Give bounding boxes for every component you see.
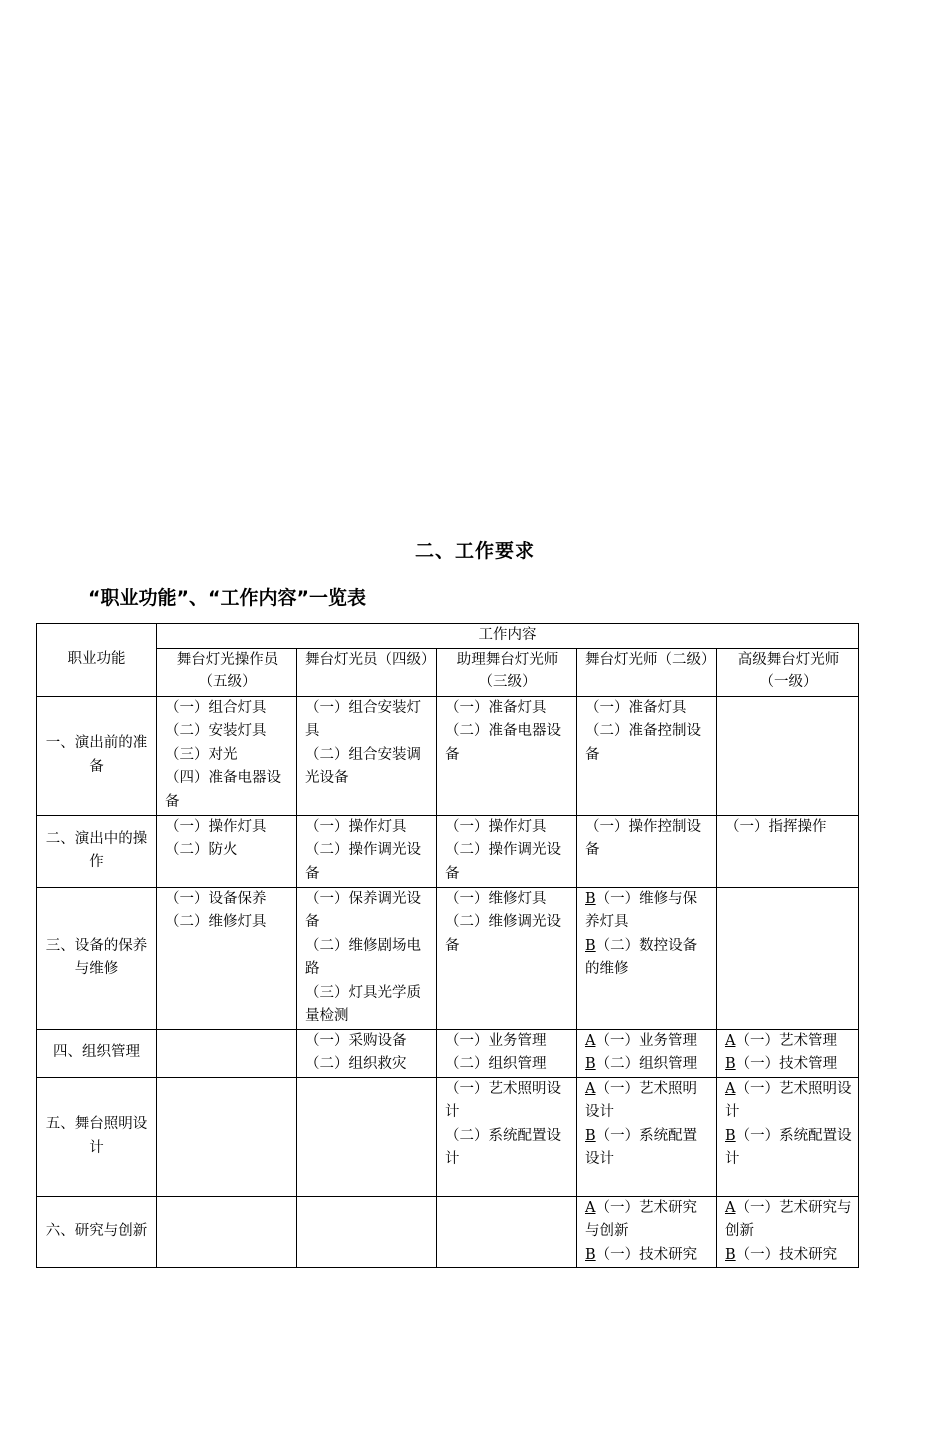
content-cell xyxy=(437,815,577,887)
level-marker: A xyxy=(725,1032,736,1049)
content-item: （一）保养调光设备 xyxy=(305,890,421,930)
content-item: （一）操作灯具 xyxy=(445,818,547,835)
level-header: 高级舞台灯光师（一级） xyxy=(717,648,859,696)
content-cell xyxy=(717,887,859,1029)
content-cell xyxy=(717,696,859,815)
content-item: （一）艺术照明设计 xyxy=(445,1080,561,1120)
content-item: （三）对光 xyxy=(165,746,238,763)
function-content-table xyxy=(36,623,859,1268)
level-header: 舞台灯光师（二级） xyxy=(577,648,717,696)
table-row xyxy=(37,815,859,887)
content-item: （二）准备控制设备 xyxy=(585,723,701,763)
content-item: （二）准备电器设备 xyxy=(445,723,561,763)
header-row-levels xyxy=(37,648,859,696)
table-row xyxy=(37,1077,859,1196)
level-marker: A xyxy=(585,1080,596,1097)
content-cell xyxy=(577,1029,717,1077)
content-item: （二）系统配置设计 xyxy=(445,1127,561,1167)
function-cell: 二、演出中的操作 xyxy=(37,815,157,887)
content-item: （一）操作灯具 xyxy=(165,818,267,835)
content-item: （二）组合安装调光设备 xyxy=(305,746,421,786)
level-marker: A xyxy=(725,1199,736,1216)
function-cell: 五、舞台照明设计 xyxy=(37,1077,157,1196)
content-cell xyxy=(717,815,859,887)
level-marker: B xyxy=(585,1127,596,1144)
level-header: 舞台灯光操作员（五级） xyxy=(157,648,297,696)
function-cell: 四、组织管理 xyxy=(37,1029,157,1077)
content-cell xyxy=(157,1077,297,1196)
content-item: （二）安装灯具 xyxy=(165,723,267,739)
content-cell xyxy=(297,696,437,815)
content-item: （一）业务管理 xyxy=(445,1032,547,1049)
content-item: A（一）艺术照明设计 xyxy=(725,1080,852,1120)
table-row xyxy=(37,696,859,815)
content-cell xyxy=(577,887,717,1029)
content-item: B（一）技术研究 xyxy=(725,1246,838,1263)
level-marker: B xyxy=(585,937,596,954)
content-cell xyxy=(577,1196,717,1268)
function-cell: 一、演出前的准备 xyxy=(37,696,157,815)
content-item: B（一）技术管理 xyxy=(725,1056,838,1072)
content-item: （一）准备灯具 xyxy=(445,699,547,716)
content-cell xyxy=(437,1077,577,1196)
content-item: （二）操作调光设备 xyxy=(305,842,421,882)
content-cell xyxy=(297,887,437,1029)
content-item: A（一）艺术研究与创新 xyxy=(585,1199,697,1239)
content-cell xyxy=(157,887,297,1029)
content-cell xyxy=(157,696,297,815)
func-header: 职业功能 xyxy=(37,624,157,697)
content-item: （三）灯具光学质量检测 xyxy=(305,984,421,1024)
level-header: 助理舞台灯光师（三级） xyxy=(437,648,577,696)
content-cell xyxy=(297,1196,437,1268)
content-cell xyxy=(717,1196,859,1268)
content-cell xyxy=(297,815,437,887)
content-item: （一）组合安装灯具 xyxy=(305,699,421,739)
level-header: 舞台灯光员（四级） xyxy=(297,648,437,696)
content-item: A（一）艺术管理 xyxy=(725,1032,837,1049)
content-cell xyxy=(577,696,717,815)
function-cell: 六、研究与创新 xyxy=(37,1196,157,1268)
content-item: （一）操作控制设备 xyxy=(585,818,701,858)
level-marker: B xyxy=(585,1246,596,1263)
content-item: A（一）业务管理 xyxy=(585,1032,697,1049)
content-header: 工作内容 xyxy=(157,624,859,649)
content-cell xyxy=(577,815,717,887)
content-cell xyxy=(297,1029,437,1077)
content-item: B（一）系统配置设计 xyxy=(725,1127,852,1167)
level-marker: B xyxy=(585,890,596,907)
level-marker: B xyxy=(725,1056,736,1072)
content-item: （二）维修剧场电路 xyxy=(305,937,421,977)
content-item: B（二）数控设备的维修 xyxy=(585,937,698,977)
content-item: B（一）系统配置设计 xyxy=(585,1127,698,1167)
content-cell xyxy=(577,1077,717,1196)
content-cell xyxy=(717,1029,859,1077)
content-item: （二）组织救灾 xyxy=(305,1056,407,1072)
table-title: “职业功能”、“工作内容”一览表 xyxy=(88,587,366,609)
content-item: A（一）艺术研究与创新 xyxy=(725,1199,852,1239)
content-item: （一）采购设备 xyxy=(305,1032,407,1049)
table-row xyxy=(37,887,859,1029)
content-item: B（二）组织管理 xyxy=(585,1056,698,1072)
header-row-top xyxy=(37,624,859,649)
level-marker: B xyxy=(725,1127,736,1144)
level-marker: A xyxy=(585,1199,596,1216)
content-cell xyxy=(437,1029,577,1077)
content-cell xyxy=(437,1196,577,1268)
content-item: （一）指挥操作 xyxy=(725,818,827,835)
content-cell xyxy=(297,1077,437,1196)
level-marker: A xyxy=(585,1032,596,1049)
level-marker: B xyxy=(585,1056,596,1072)
table-row xyxy=(37,1196,859,1268)
content-item: （一）设备保养 xyxy=(165,890,267,907)
level-marker: A xyxy=(725,1080,736,1097)
table-row xyxy=(37,1029,859,1077)
function-cell: 三、设备的保养与维修 xyxy=(37,887,157,1029)
section-heading: 二、工作要求 xyxy=(414,540,535,562)
content-cell xyxy=(157,1196,297,1268)
content-item: B（一）维修与保养灯具 xyxy=(585,890,698,930)
content-cell xyxy=(437,887,577,1029)
content-item: （二）组织管理 xyxy=(445,1056,547,1072)
content-item: A（一）艺术照明设计 xyxy=(585,1080,697,1120)
content-item: （一）操作灯具 xyxy=(305,818,407,835)
content-item: （二）操作调光设备 xyxy=(445,842,561,882)
content-item: （四）准备电器设备 xyxy=(165,770,281,810)
content-item: （二）维修灯具 xyxy=(165,914,267,930)
content-item: （二）防火 xyxy=(165,842,238,858)
content-item: B（一）技术研究 xyxy=(585,1246,698,1263)
content-item: （二）维修调光设备 xyxy=(445,914,561,954)
content-cell xyxy=(437,696,577,815)
content-item: （一）维修灯具 xyxy=(445,890,547,907)
content-cell xyxy=(157,815,297,887)
level-marker: B xyxy=(725,1246,736,1263)
content-item: （一）准备灯具 xyxy=(585,699,687,716)
content-cell xyxy=(717,1077,859,1196)
content-cell xyxy=(157,1029,297,1077)
content-item: （一）组合灯具 xyxy=(165,699,267,716)
